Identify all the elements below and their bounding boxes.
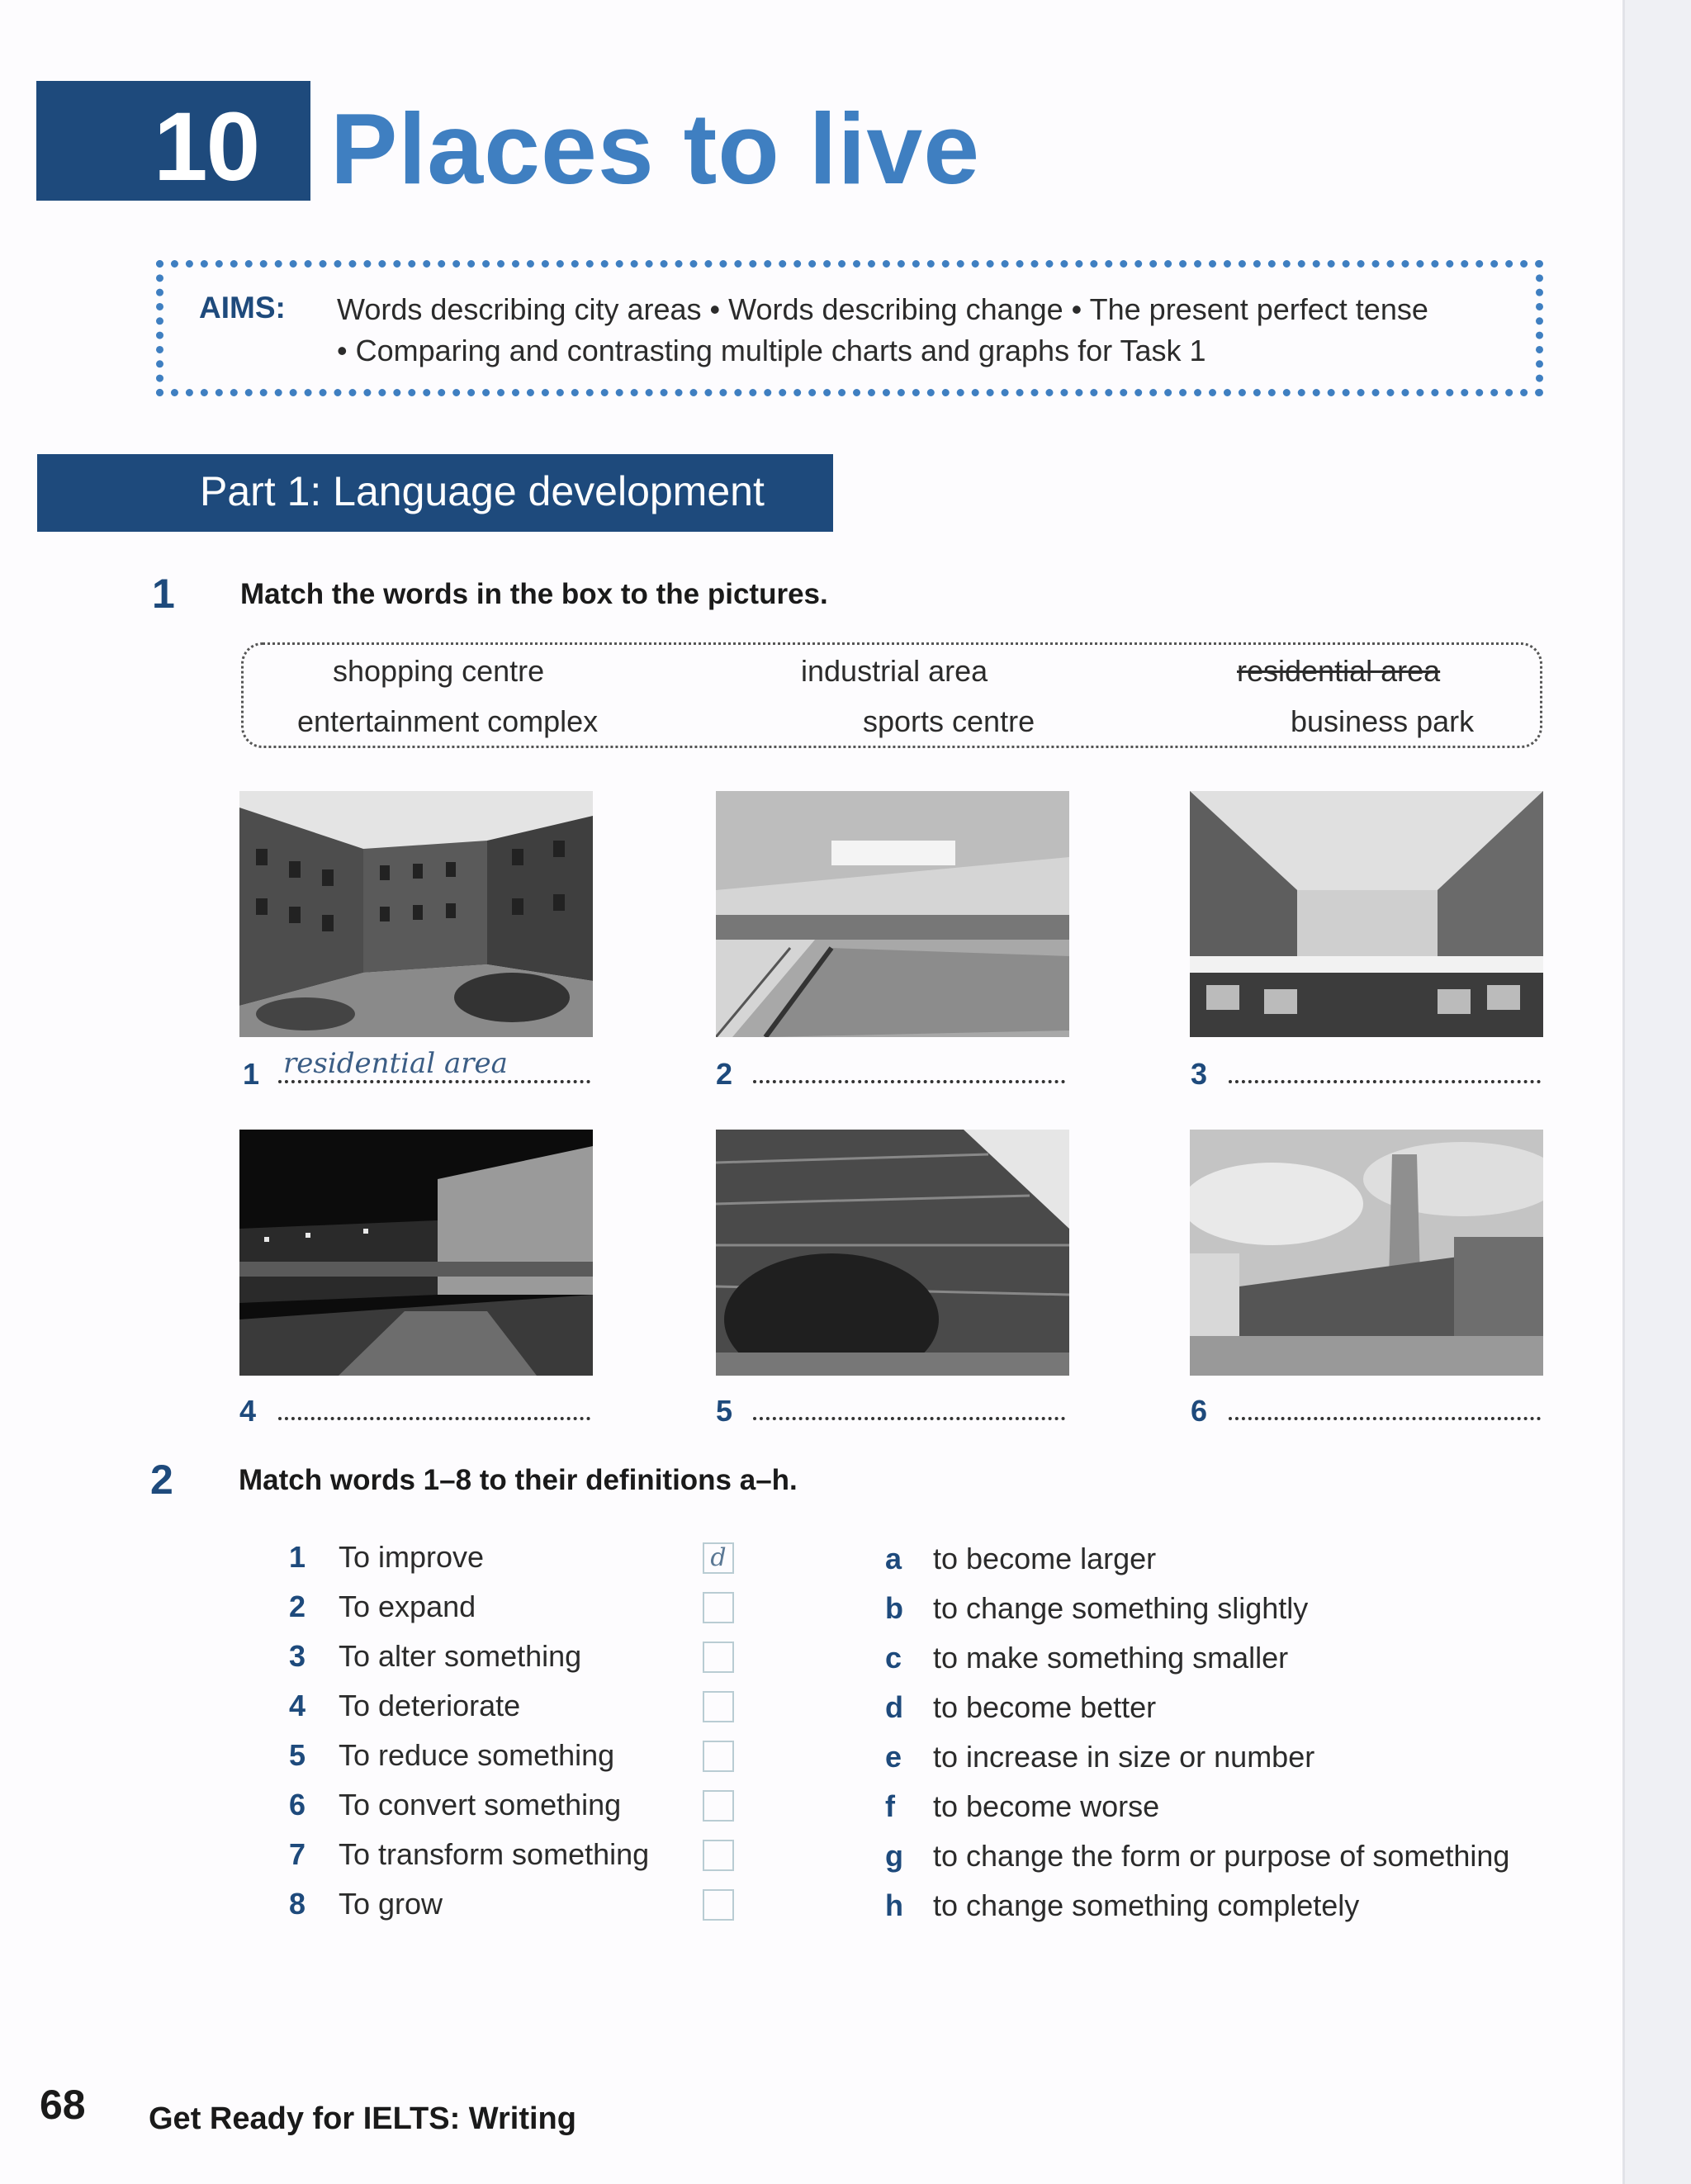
word-text: To deteriorate [339, 1689, 521, 1722]
word-item: entertainment complex [297, 704, 599, 738]
photo-industrial-area [1190, 1130, 1543, 1376]
part-title: Part 1: Language development [200, 468, 765, 514]
answer-box[interactable] [703, 1889, 734, 1921]
answer-line[interactable] [278, 1080, 590, 1083]
word-text: To alter something [339, 1639, 582, 1673]
definition-text: to make something smaller [933, 1641, 1289, 1675]
photo-sports-centre [716, 791, 1069, 1037]
page-number: 68 [40, 2082, 86, 2128]
exercise-2-instruction: Match words 1–8 to their definitions a–h. [239, 1464, 798, 1496]
book-title: Get Ready for IELTS: Writing [149, 2101, 576, 2136]
answer-line[interactable] [753, 1417, 1065, 1420]
answer-number: 6 [1191, 1394, 1208, 1428]
photo-residential-area [239, 791, 593, 1037]
word-item-crossed-out: residential area [1237, 654, 1441, 688]
answer-box[interactable] [703, 1741, 734, 1772]
answer-line[interactable] [753, 1080, 1065, 1083]
definition-text: to change the form or purpose of something [933, 1839, 1510, 1873]
answer-box[interactable] [703, 1840, 734, 1871]
answer-line[interactable] [1229, 1417, 1541, 1420]
definition-letter: a [885, 1542, 902, 1575]
word-item: industrial area [801, 654, 988, 688]
word-text: To convert something [339, 1788, 622, 1822]
photo-shopping-centre [1190, 791, 1543, 1037]
word-item: business park [1291, 704, 1475, 738]
unit-number: 10 [154, 92, 259, 201]
photo-business-park [716, 1130, 1069, 1376]
exercise-1-instruction: Match the words in the box to the pictures. [240, 578, 828, 610]
definition-letter: h [885, 1888, 903, 1922]
answer-box[interactable] [703, 1691, 734, 1722]
word-item: sports centre [863, 704, 1035, 738]
word-number: 4 [289, 1689, 306, 1722]
definition-letter: e [885, 1740, 902, 1774]
exercise-2-number: 2 [150, 1457, 173, 1503]
word-text: To improve [339, 1540, 485, 1574]
word-number: 8 [289, 1887, 306, 1921]
page-edge [1622, 0, 1691, 2184]
aims-label: AIMS: [199, 291, 286, 325]
aims-line-2: • Comparing and contrasting multiple charts and graphs for Task 1 [337, 334, 1206, 367]
answer-line[interactable] [1229, 1080, 1541, 1083]
definition-text: to become worse [933, 1789, 1160, 1823]
word-item: shopping centre [333, 654, 545, 688]
word-text: To reduce something [339, 1738, 615, 1772]
answer-number: 1 [243, 1057, 260, 1091]
word-number: 7 [289, 1837, 306, 1871]
definition-text: to become better [933, 1690, 1157, 1724]
word-number: 3 [289, 1639, 306, 1673]
answer-line[interactable] [278, 1417, 590, 1420]
definition-text: to become larger [933, 1542, 1157, 1575]
definition-letter: d [885, 1690, 903, 1724]
definition-text: to change something completely [933, 1888, 1360, 1922]
definition-letter: b [885, 1591, 903, 1625]
definition-letter: g [885, 1839, 903, 1873]
answer-box[interactable] [703, 1642, 734, 1673]
aims-line-1: Words describing city areas • Words describing change • The present perfect tense [337, 292, 1428, 326]
definition-letter: f [885, 1789, 895, 1823]
word-number: 5 [289, 1738, 306, 1772]
answer-box[interactable] [703, 1790, 734, 1822]
answer-number: 3 [1191, 1057, 1208, 1091]
photo-entertainment-complex [239, 1130, 593, 1376]
unit-title: Places to live [330, 92, 981, 205]
definition-text: to increase in size or number [933, 1740, 1315, 1774]
answer-number: 4 [239, 1394, 257, 1428]
answer-number: 5 [716, 1394, 733, 1428]
answer-box[interactable] [703, 1592, 734, 1623]
word-number: 1 [289, 1540, 306, 1574]
word-number: 6 [289, 1788, 306, 1822]
answer-number: 2 [716, 1057, 733, 1091]
definition-letter: c [885, 1641, 902, 1675]
aims-box [156, 260, 1543, 396]
definition-text: to change something slightly [933, 1591, 1309, 1625]
exercise-1-number: 1 [152, 571, 175, 617]
answer-box[interactable]: d [703, 1542, 734, 1574]
handwritten-answer: residential area [283, 1047, 508, 1080]
word-number: 2 [289, 1589, 306, 1623]
word-text: To grow [339, 1887, 443, 1921]
word-text: To transform something [339, 1837, 650, 1871]
word-text: To expand [339, 1589, 476, 1623]
